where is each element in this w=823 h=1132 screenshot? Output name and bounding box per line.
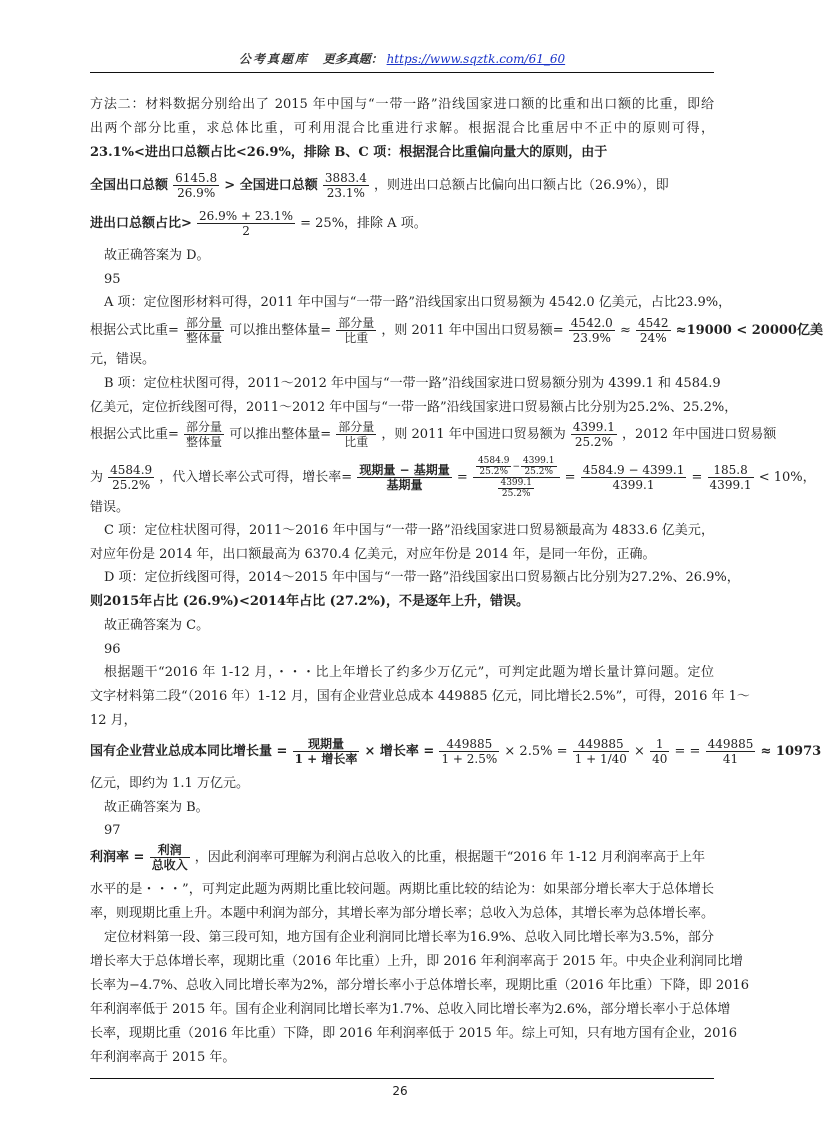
fraction-numerator: 4542.0 bbox=[570, 316, 613, 330]
comparison-text: 则2015年占比 (26.9%)<2014年占比 (27.2%)，不是逐年上升，错误。 bbox=[90, 594, 529, 609]
answer-line: 故正确答案为 C。 bbox=[104, 618, 210, 633]
formula-text: = bbox=[564, 470, 576, 485]
minus-sign: − bbox=[512, 462, 520, 472]
fraction-numerator: 3883.4 bbox=[324, 171, 367, 185]
formula-text: ≈ bbox=[619, 323, 631, 338]
header-site-name: 公考真题库 bbox=[238, 52, 309, 66]
formula-text: = = bbox=[674, 744, 701, 759]
text-line bbox=[90, 594, 714, 610]
text-line: 文字材料第二段“（2016 年）1-12 月，国有企业营业总成本 449885 亿元，同比增长2.5%”，可得，2016 年 1～ bbox=[90, 689, 750, 704]
text-line: 亿元，即约为 1.1 万亿元。 bbox=[90, 776, 249, 791]
fraction-numerator: 185.8 bbox=[708, 463, 754, 478]
formula-text: ≈19000 < 20000亿美 bbox=[675, 323, 823, 338]
fraction bbox=[293, 737, 360, 766]
fraction-numerator: 现期量 bbox=[293, 737, 360, 752]
fraction-denominator: 41 bbox=[722, 752, 739, 766]
fraction-numerator: 部分量 bbox=[186, 420, 223, 434]
formula-text: × bbox=[634, 744, 645, 759]
text-line: 亿美元，定位折线图可得，2011～2012 年中国与“一带一路”沿线国家进口贸易额占比分别为25.2%、25.2%， bbox=[90, 400, 738, 415]
formula-text: 利润率 = bbox=[90, 850, 145, 865]
text-line: 12 月， bbox=[90, 713, 137, 728]
fraction bbox=[573, 737, 629, 766]
fraction bbox=[581, 463, 687, 492]
formula-text: ，因此利润率可理解为利润占总收入的比重，根据题干“2016 年 1-12 月利润率高于上年 bbox=[194, 850, 706, 865]
text-line: C 项：定位柱状图可得，2011～2016 年中国与“一带一路”沿线国家进口贸易额最高为 4833.6 亿美元， bbox=[104, 523, 714, 538]
formula-text: ，2012 年中国进口贸易额 bbox=[622, 427, 777, 442]
fraction bbox=[108, 463, 154, 492]
fraction bbox=[323, 171, 369, 200]
fraction bbox=[197, 209, 295, 238]
text-line: 出两个部分比重，求总体比重，可利用混合比重进行求解。根据混合比重居中不正中的原则可得， bbox=[90, 121, 714, 136]
fraction-denominator: 23.9% bbox=[572, 331, 611, 345]
fraction bbox=[569, 316, 615, 345]
fraction-numerator: 部分量 bbox=[338, 316, 375, 330]
fraction-denominator: 25.2% bbox=[479, 467, 508, 477]
formula-text: 全国出口总额 bbox=[90, 178, 169, 193]
fraction-denominator: 40 bbox=[652, 752, 668, 766]
fraction-denominator: 比重 bbox=[344, 435, 369, 449]
fraction-numerator: 1 bbox=[650, 737, 669, 752]
fraction-denominator: 25.2% bbox=[524, 467, 554, 477]
fraction-denominator: 总收入 bbox=[151, 858, 188, 872]
fraction-numerator: 4584.9 − 4399.1 bbox=[582, 463, 685, 477]
formula-text: > 全国进口总额 bbox=[224, 178, 318, 193]
text-line: 定位材料第一段、第三段可知，地方国有企业利润同比增长率为16.9%、总收入同比增长率为3.5%，部分 bbox=[104, 930, 714, 945]
formula-text: 根据公式比重= bbox=[90, 323, 179, 338]
formula-text: 进出口总额占比> bbox=[90, 216, 192, 231]
formula-text: 为 bbox=[90, 470, 104, 485]
text-line: 率，则现期比重上升。本题中利润为部分，其增长率为部分增长率；总收入为总体，其增长率为总体增长率。 bbox=[90, 906, 715, 921]
header-url-link[interactable]: https://www.sqztk.com/61_60 bbox=[386, 52, 566, 66]
fraction-denominator: 整体量 bbox=[186, 331, 223, 345]
formula-line bbox=[90, 840, 714, 876]
fraction bbox=[336, 420, 376, 449]
fraction bbox=[439, 737, 499, 766]
answer-line: 故正确答案为 D。 bbox=[104, 248, 210, 263]
fraction-denominator: 基期量 bbox=[386, 478, 423, 492]
formula-text: ≈ 10973 bbox=[760, 744, 822, 759]
text-line: 错误。 bbox=[90, 500, 130, 515]
text-line: 年利润率低于 2015 年。国有企业利润同比增长率为1.7%、总收入同比增长率为2.6%，部分增长率小于总体增 bbox=[90, 1002, 731, 1017]
formula-line bbox=[90, 208, 714, 240]
fraction bbox=[521, 456, 557, 477]
fraction-denominator: 2 bbox=[242, 224, 250, 238]
text-line: 长率，现期比重（2016 年比重）下降，即 2016 年利润率低于 2015 年。综上可知，只有地方国有企业，2016 bbox=[90, 1026, 737, 1041]
formula-text: 可以推出整体量= bbox=[229, 323, 332, 338]
fraction bbox=[184, 420, 224, 449]
text-line: 元，错误。 bbox=[90, 352, 156, 367]
formula-text: 国有企业营业总成本同比增长量 = bbox=[90, 744, 288, 759]
fraction bbox=[336, 316, 376, 345]
text-line: 方法二：材料数据分别给出了 2015 年中国与“一带一路”沿线国家进口额的比重和出口额的比重，即给 bbox=[90, 97, 714, 112]
text-line: 水平的是・・・”，可判定此题为两期比重比较问题。两期比重比较的结论为：如果部分增长率大于总体增长 bbox=[90, 882, 714, 897]
page-header bbox=[90, 50, 714, 67]
fraction-numerator: 449885 bbox=[573, 737, 629, 752]
question-number: 95 bbox=[104, 272, 121, 287]
formula-text: ，则 2011 年中国进口贸易额为 bbox=[381, 427, 566, 442]
text-line bbox=[90, 145, 714, 161]
text-line: 年利润率高于 2015 年。 bbox=[90, 1050, 236, 1065]
fraction bbox=[184, 316, 224, 345]
fraction-numerator: 4399.1 bbox=[523, 456, 555, 466]
fraction-denominator: 1 + 2.5% bbox=[441, 752, 498, 766]
formula-line bbox=[90, 418, 777, 452]
fraction-denominator: 比重 bbox=[344, 331, 369, 345]
fraction-numerator: 4399.1 bbox=[500, 478, 532, 488]
text-line: 长率为−4.7%、总收入同比增长率为2%，部分增长率小于总体增长率，现期比重（2016 年比重）下降，即 2016 bbox=[90, 978, 749, 993]
fraction-denominator: 4399.1 bbox=[612, 478, 655, 492]
formula-text: 可以推出整体量= bbox=[229, 427, 332, 442]
fraction-numerator: 449885 bbox=[707, 737, 754, 751]
fraction bbox=[571, 420, 617, 449]
question-number: 97 bbox=[104, 823, 121, 838]
formula-text: = 25%，排除 A 项。 bbox=[300, 216, 427, 231]
fraction-numerator: 部分量 bbox=[338, 420, 375, 434]
formula-line bbox=[90, 170, 714, 202]
fraction-denominator: 4399.1 bbox=[709, 478, 752, 492]
formula-text: × 增长率 = bbox=[364, 744, 435, 759]
fraction-denominator: 1 + 1/40 bbox=[574, 752, 627, 766]
fraction-denominator: 24% bbox=[639, 331, 667, 345]
fraction-numerator: 4584.9 bbox=[110, 463, 153, 477]
formula-text: = bbox=[456, 470, 468, 485]
fraction-denominator: 整体量 bbox=[186, 435, 223, 449]
fraction-denominator: 23.1% bbox=[326, 186, 365, 200]
fraction-numerator: 449885 bbox=[439, 737, 499, 752]
header-more-label: 更多真题： bbox=[322, 52, 383, 66]
fraction-numerator bbox=[473, 456, 560, 478]
fraction-numerator: 利润 bbox=[150, 843, 190, 858]
text-line: 增长率大于总体增长率，现期比重（2016 年比重）上升，即 2016 年利润率高于 2015 年。中央企业利润同比增 bbox=[90, 954, 743, 969]
formula-text: ，则进出口总额占比偏向出口额占比（26.9%），即 bbox=[374, 178, 669, 193]
inequality-text: 23.1%<进出口总额占比<26.9%，排除 B、C 项：根据混合比重偏向量大的原则，由于 bbox=[90, 145, 608, 160]
fraction-denominator: 1 + 增长率 bbox=[294, 752, 358, 766]
formula-text: × 2.5% = bbox=[504, 744, 568, 759]
formula-text: 根据公式比重= bbox=[90, 427, 179, 442]
fraction-denominator: 26.9% bbox=[177, 186, 216, 200]
footer-divider bbox=[90, 1078, 714, 1079]
fraction bbox=[357, 463, 451, 492]
fraction bbox=[498, 478, 534, 499]
fraction-numerator: 部分量 bbox=[186, 316, 223, 330]
formula-line bbox=[90, 734, 822, 770]
fraction bbox=[650, 737, 669, 766]
fraction bbox=[706, 737, 756, 766]
fraction-denominator: 25.2% bbox=[574, 435, 613, 449]
text-line: 对应年份是 2014 年，出口额最高为 6370.4 亿美元，对应年份是 2014 年，是同一年份，正确。 bbox=[90, 547, 656, 562]
formula-line bbox=[90, 456, 816, 499]
formula-line bbox=[90, 314, 823, 348]
header-divider bbox=[90, 72, 714, 73]
text-line: B 项：定位柱状图可得，2011～2012 年中国与“一带一路”沿线国家进口贸易额分别为 4399.1 和 4584.9 bbox=[104, 376, 721, 391]
fraction-numerator: 4584.9 bbox=[477, 456, 510, 466]
compound-fraction bbox=[473, 456, 560, 499]
formula-text: = bbox=[691, 470, 703, 485]
text-line: A 项：定位图形材料可得，2011 年中国与“一带一路”沿线国家出口贸易额为 4542.0 亿美元，占比23.9%， bbox=[104, 295, 732, 310]
fraction-denominator: 25.2% bbox=[501, 489, 531, 499]
fraction bbox=[636, 316, 671, 345]
fraction bbox=[708, 463, 754, 492]
formula-text: < 10%， bbox=[758, 470, 816, 485]
formula-text: ，则 2011 年中国出口贸易额= bbox=[381, 323, 564, 338]
fraction-denominator bbox=[473, 478, 560, 499]
text-line: 根据题干“2016 年 1-12 月，・・・比上年增长了约多少万亿元”，可判定此题为增长量计算问题。定位 bbox=[104, 665, 714, 680]
question-number: 96 bbox=[104, 642, 121, 657]
fraction bbox=[173, 171, 219, 200]
fraction bbox=[150, 843, 190, 872]
formula-text: ，代入增长率公式可得，增长率= bbox=[159, 470, 353, 485]
fraction-numerator: 现期量 − 基期量 bbox=[359, 463, 450, 477]
fraction-numerator: 26.9% + 23.1% bbox=[199, 209, 293, 223]
text-line: D 项：定位折线图可得，2014～2015 年中国与“一带一路”沿线国家出口贸易额占比分别为27.2%、26.9%， bbox=[104, 570, 740, 585]
fraction bbox=[476, 456, 512, 477]
fraction-numerator: 4399.1 bbox=[572, 420, 615, 434]
fraction-denominator: 25.2% bbox=[112, 478, 151, 492]
fraction-numerator: 4542 bbox=[637, 316, 669, 330]
page-number: 26 bbox=[392, 1084, 408, 1098]
answer-line: 故正确答案为 B。 bbox=[104, 800, 209, 815]
fraction-numerator: 6145.8 bbox=[175, 171, 218, 185]
